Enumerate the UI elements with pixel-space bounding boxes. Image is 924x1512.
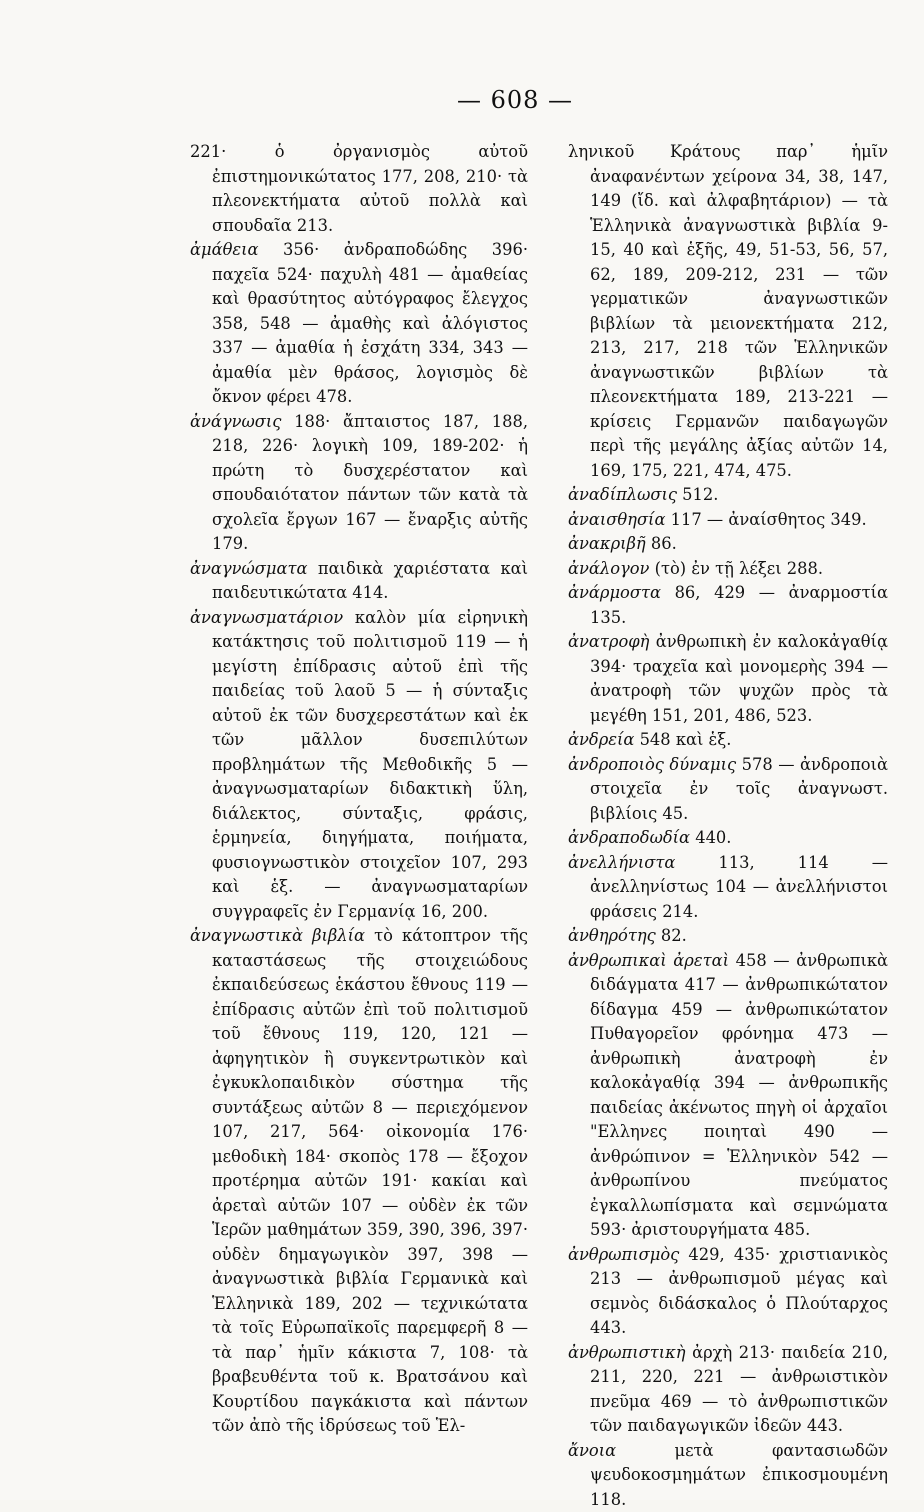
index-entry: ἀνθρωπικαὶ ἀρεταὶ 458 — ἀνθρωπικὰ διδάγματα 417 — ἀνθρωπικώτατον δίδαγμα 459 — ἀνθρωπικώτατον Πυθαγορεῖον φρόνημα 473 — ἀνθρωπικὴ ἀνατροφὴ ἐν καλοκἀγαθίᾳ 394 — ἀνθρωπικῆς παιδείας ἀκένωτος πηγὴ οἱ ἀρχαῖοι "Ελληνες ποιηταὶ 490 — ἀνθρώπινον = Ἑλληνικὸν 542 — ἀνθρωπίνου πνεύματος ἐγκαλλωπίσματα καὶ σεμνώματα 593· ἀριστουργήματα 485. [568,949,888,1243]
page-number: — 608 — [440,86,590,114]
index-entry: ἀνθηρότης 82. [568,924,888,949]
index-entry: ἀνάλογον (τὸ) ἐν τῇ λέξει 288. [568,557,888,582]
index-entry: ἀναγνώσματα παιδικὰ χαριέστατα καὶ παιδευτικώτατα 414. [190,557,528,606]
index-entry: ἀνακριβῆ 86. [568,532,888,557]
index-entry: ἀνάρμοστα 86, 429 — ἀναρμοστία 135. [568,581,888,630]
index-entry: ἀναισθησία 117 — ἀναίσθητος 349. [568,508,888,533]
index-entry: ἀναγνωσματάριον καλὸν μία εἰρηνικὴ κατάκτησις τοῦ πολιτισμοῦ 119 — ἡ μεγίστη ἐπίδρασις αὐτοῦ ἐπὶ τῆς παιδείας τοῦ λαοῦ 5 — ἡ σύνταξις αὐτοῦ ἐκ τῶν δυσχερεστάτων καὶ ἐκ τῶν μᾶλλον δυσεπιλύτων προβλημάτων τῆς Μεθοδικῆς 5 — ἀναγνωσματαρίων διδακτικὴ ὕλη, διάλεκτος, σύνταξις, φράσις, ἑρμηνεία, διηγήματα, ποιήματα, φυσιογνωστικὸν στοιχεῖον 107, 293 καὶ ἑξ. — ἀναγνωσματαρίων συγγραφεῖς ἐν Γερμανίᾳ 16, 200. [190,606,528,925]
index-entry: ληνικοῦ Κράτους παρ᾽ ἡμῖν ἀναφανέντων χείρονα 34, 38, 147, 149 (ἴδ. καὶ ἀλφαβητάριον) — τὰ Ἑλληνικὰ ἀναγνωστικὰ βιβλία 9-15, 40 καὶ ἑξῆς, 49, 51-53, 56, 57, 62, 189, 209-212, 231 — τῶν γερματικῶν ἀναγνωστικῶν βιβλίων τὰ μειονεκτήματα 212, 213, 217, 218 τῶν Ἑλληνικῶν ἀναγνωστικῶν βιβλίων τὰ πλεονεκτήματα 189, 213-221 — κρίσεις Γερμανῶν παιδαγωγῶν περὶ τῆς μεγάλης ἀξίας αὐτῶν 14, 169, 175, 221, 474, 475. [568,140,888,483]
index-entry: ἀναγνωστικὰ βιβλία τὸ κάτοπτρον τῆς καταστάσεως τῆς στοιχειώδους ἐκπαιδεύσεως ἑκάστου ἔθνους 119 — ἐπίδρασις αὐτῶν ἐπὶ τοῦ πολιτισμοῦ τοῦ ἔθνους 119, 120, 121 — ἀφηγητικὸν ἢ συγκεντρωτικὸν καὶ ἐγκυκλοπαιδικὸν σύστημα τῆς συντάξεως αὐτῶν 8 — περιεχόμενον 107, 217, 564· οἰκονομία 176· μεθοδικὴ 184· σκοπὸς 178 — ἔξοχον προτέρημα αὐτῶν 191· κακίαι καὶ ἀρεταὶ αὐτῶν 107 — οὐδὲν ἐκ τῶν Ἱερῶν μαθημάτων 359, 390, 396, 397· οὐδὲν δημαγωγικὸν 397, 398 — ἀναγνωστικὰ βιβλία Γερμανικὰ καὶ Ἑλληνικὰ 189, 202 — τεχνικώτατα τὰ τοῖς Εὐρωπαϊκοῖς παρεμφερῆ 8 — τὰ παρ᾽ ἡμῖν κάκιστα 7, 108· τὰ βραβευθέντα τοῦ κ. Βρατσάνου καὶ Κουρτίδου παγκάκιστα καὶ πάντων τῶν ἀπὸ τῆς ἱδρύσεως τοῦ Ἑλ- [190,924,528,1439]
right-column [568,140,888,1512]
left-column [190,140,528,1439]
index-entry: ἀνθρωπισμὸς 429, 435· χριστιανικὸς 213 — ἀνθρωπισμοῦ μέγας καὶ σεμνὸς διδάσκαλος ὁ Πλούταρχος 443. [568,1243,888,1341]
index-entry: ἀνάγνωσις 188· ἄπταιστος 187, 188, 218, 226· λογικὴ 109, 189-202· ἡ πρώτη τὸ δυσχερέστατον καὶ σπουδαιότατον πάντων τῶν κατὰ τὰ σχολεῖα ἔργων 167 — ἔναρξις αὐτῆς 179. [190,410,528,557]
index-entry: ἄνοια μετὰ φαντασιωδῶν ψευδοκοσμημάτων ἐπικοσμουμένη 118. [568,1439,888,1512]
index-entry: ἀνδραποδωδία 440. [568,826,888,851]
index-entry: ἀνδροποιὸς δύναμις 578 — ἀνδροποιὰ στοιχεῖα ἐν τοῖς ἀναγνωστ. βιβλίοις 45. [568,753,888,827]
index-entry: ἀνελλήνιστα 113, 114 — ἀνελληνίστως 104 — ἀνελλήνιστοι φράσεις 214. [568,851,888,925]
index-entry: ἀναδίπλωσις 512. [568,483,888,508]
index-entry: ἀνθρωπιστικὴ ἀρχὴ 213· παιδεία 210, 211, 220, 221 — ἀνθρωιστικὸν πνεῦμα 469 — τὸ ἀνθρωπιστικῶν τῶν παιδαγωγικῶν ἰδεῶν 443. [568,1341,888,1439]
index-entry: ἀμάθεια 356· ἀνδραποδώδης 396· παχεῖα 524· παχυλὴ 481 — ἀμαθείας καὶ θρασύτητος αὐτόγραφος ἔλεγχος 358, 548 — ἀμαθὴς καὶ ἀλόγιστος 337 — ἀμαθία ἡ ἐσχάτη 334, 343 — ἀμαθία μὲν θράσος, λογισμὸς δὲ ὄκνον φέρει 478. [190,238,528,410]
index-entry: ἀνατροφὴ ἀνθρωπικὴ ἐν καλοκἀγαθίᾳ 394· τραχεῖα καὶ μονομερὴς 394 — ἀνατροφὴ τῶν ψυχῶν πρὸς τὰ μεγέθη 151, 201, 486, 523. [568,630,888,728]
index-entry: 221· ὁ ὀργανισμὸς αὐτοῦ ἐπιστημονικώτατος 177, 208, 210· τὰ πλεονεκτήματα αὐτοῦ πολλὰ καὶ σπουδαῖα 213. [190,140,528,238]
index-entry: ἀνδρεία 548 καὶ ἑξ. [568,728,888,753]
